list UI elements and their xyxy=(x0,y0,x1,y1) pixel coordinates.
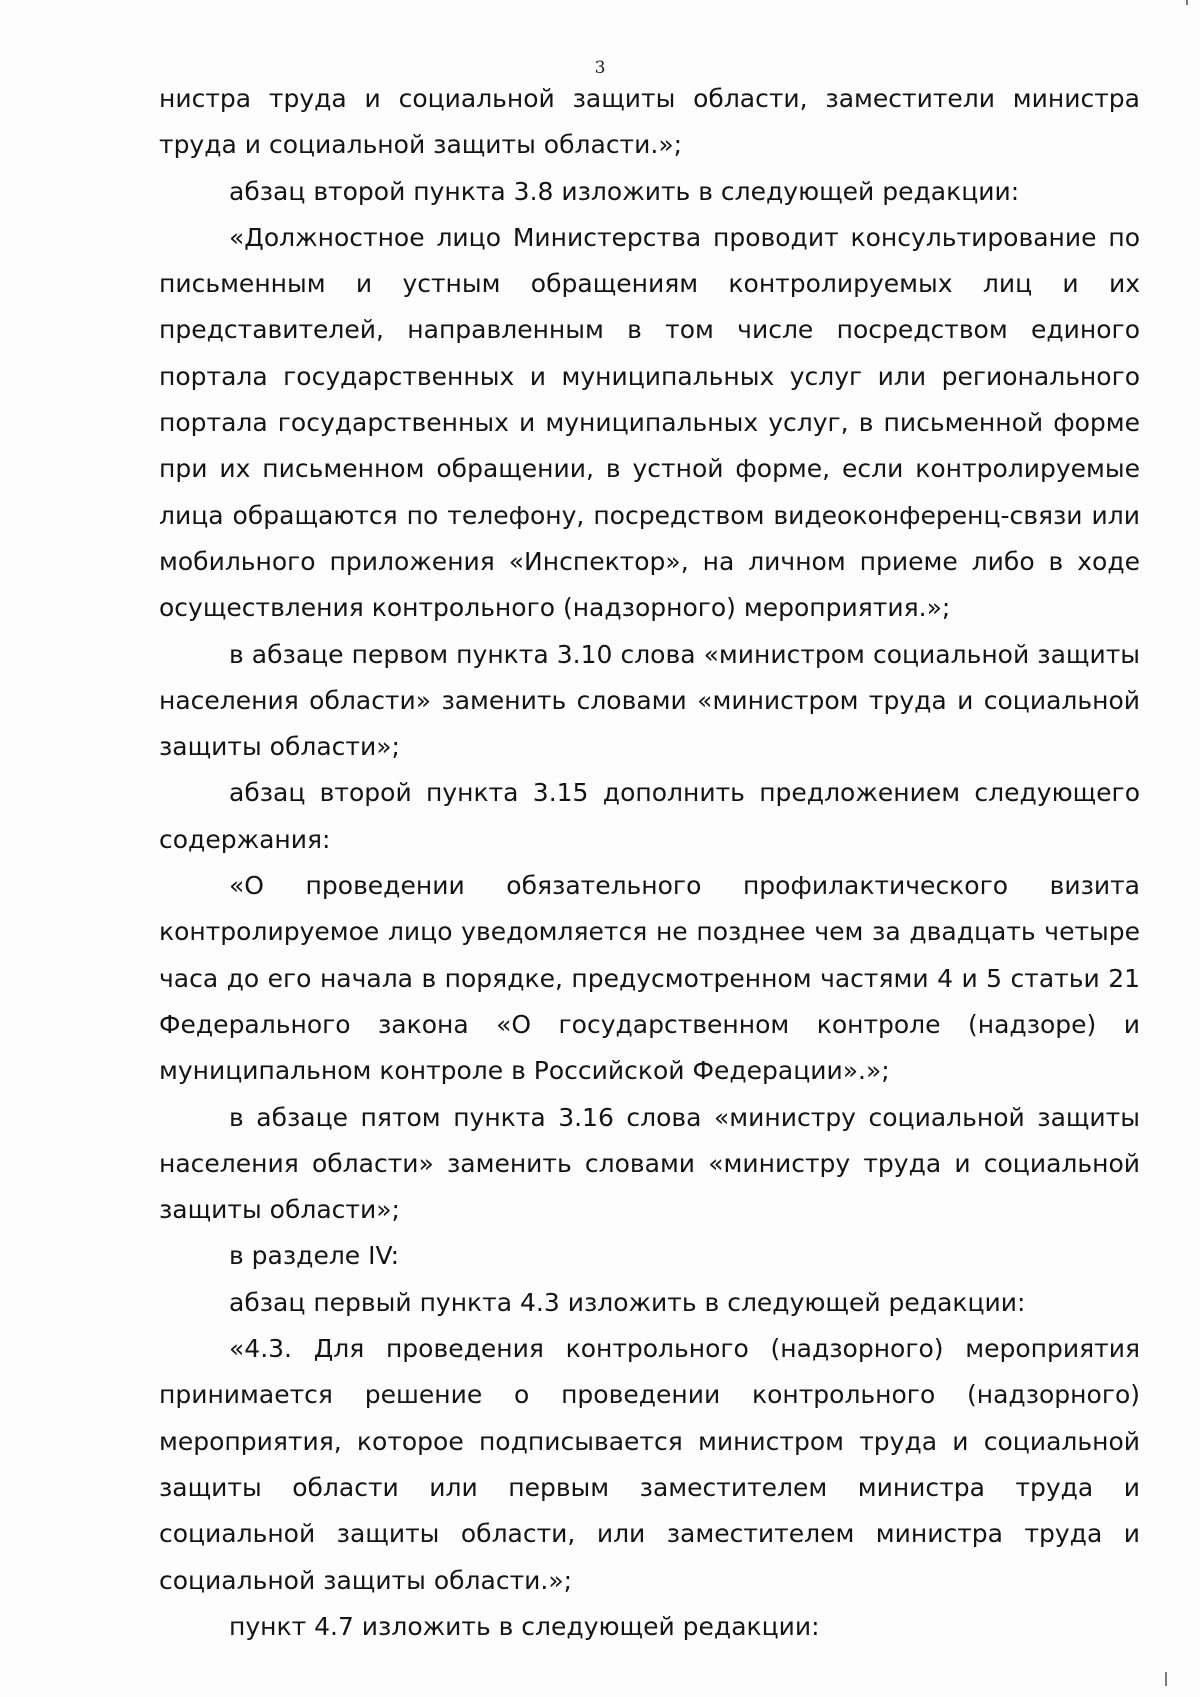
paragraph-3-15-intro: абзац второй пункта 3.15 дополнить предложением следующего содержания: xyxy=(159,778,1140,854)
paragraph-4-3-text: «4.3. Для проведения контрольного (надзорного) мероприятия принимается решение о проведении контрольного (надзорного) мероприятия, которое подписывается министром труда и социальной защиты области или первым заместителем министра труда и социальной защиты области, или заместителем министра труда и социальной защиты области.»; xyxy=(159,1334,1140,1595)
paragraph-3-16-amendment: в абзаце пятом пункта 3.16 слова «министру социальной защиты населения области» заменить словами «министру труда и социальной защиты области»; xyxy=(159,1102,1140,1225)
page-number: 3 xyxy=(594,58,606,78)
document-body xyxy=(159,76,1140,1650)
section-iv-heading: в разделе IV: xyxy=(229,1241,399,1271)
paragraph-continuation: нистра труда и социальной защиты области, заместители министра труда и социальной защиты области.»; xyxy=(159,84,1140,160)
scan-mark-bottom-right xyxy=(1165,1672,1167,1686)
paragraph-4-3-intro: абзац первый пункта 4.3 изложить в следующей редакции: xyxy=(229,1287,1026,1317)
paragraph-3-15-text: «О проведении обязательного профилактического визита контролируемое лицо уведомляется не позднее чем за двадцать четыре часа до его начала в порядке, предусмотренном частями 4 и 5 статьи 21 Федерального закона «О государственном контроле (надзоре) и муниципальном контроле в Российской Федерации».»; xyxy=(159,871,1140,1086)
paragraph-3-8-text: «Должностное лицо Министерства проводит консультирование по письменным и устным обращениям контролируемых лиц и их представителей, направленным в том числе посредством единого портала государственных и муниципальных услуг или регионального портала государственных и муниципальных услуг, в письменной форме при их письменном обращении, в устной форме, если контролируемые лица обращаются по телефону, посредством видеоконференц-связи или мобильного приложения «Инспектор», на личном приеме либо в ходе осуществления контрольного (надзорного) мероприятия.»; xyxy=(159,222,1140,623)
paragraph-3-8-intro: абзац второй пункта 3.8 изложить в следующей редакции: xyxy=(229,176,1020,206)
paragraph-3-10-amendment: в абзаце первом пункта 3.10 слова «министром социальной защиты населения области» заменить словами «министром труда и социальной защиты области»; xyxy=(159,639,1140,762)
paragraph-4-7-intro: пункт 4.7 изложить в следующей редакции: xyxy=(229,1611,820,1641)
scan-mark-top-right xyxy=(1186,0,1188,5)
